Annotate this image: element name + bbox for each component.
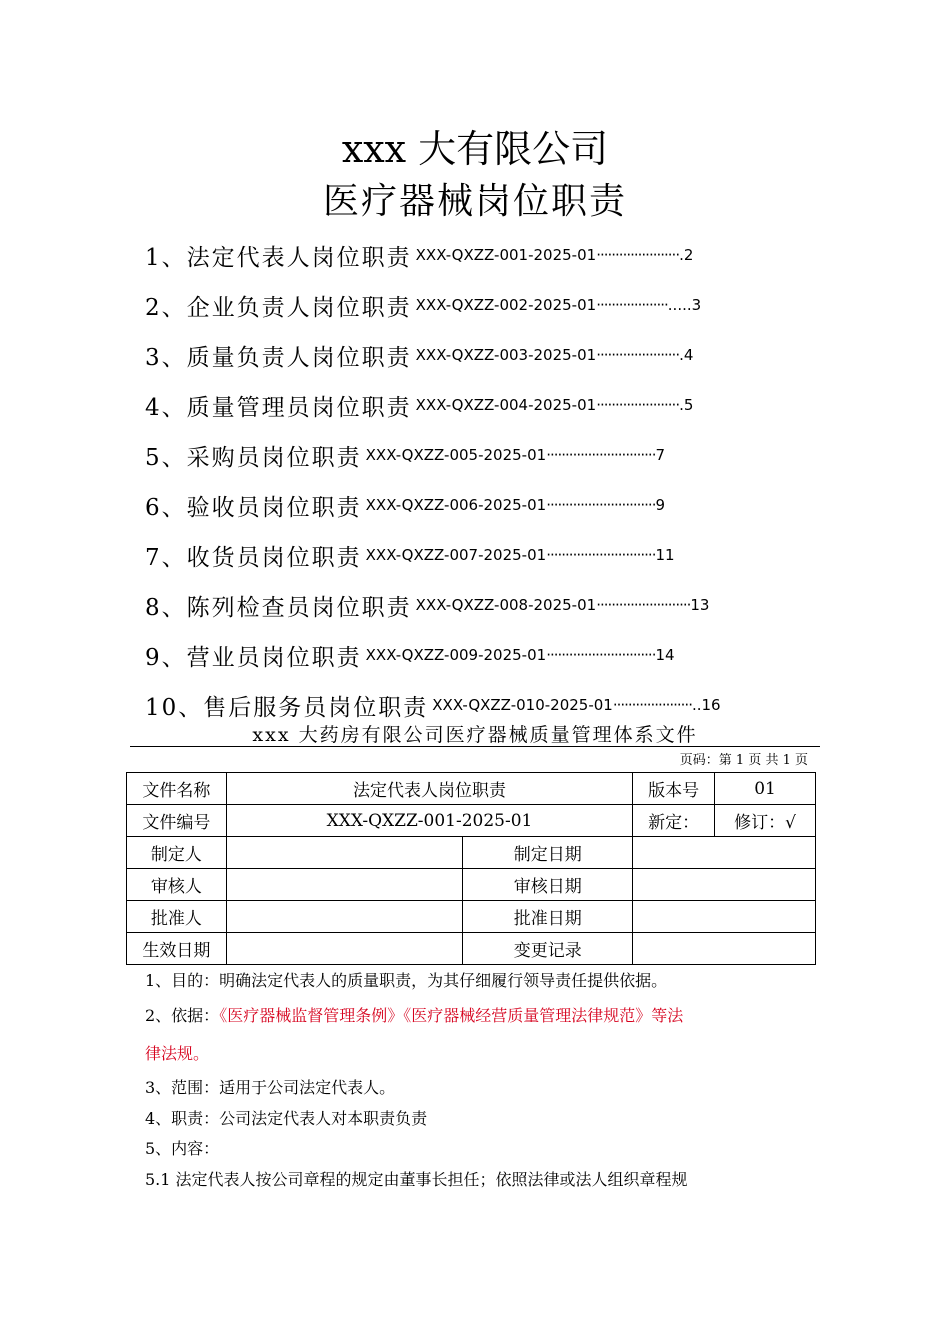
document-title: 医疗器械岗位职责 [322, 181, 627, 222]
clause-5-1: 5.1 法定代表人按公司章程的规定由董事长担任；依照法律或法人组织章程规 [145, 1170, 688, 1189]
company-title: xxx 大有限公司 [341, 127, 609, 171]
toc-item-code: XXX-QXZZ-002-2025-01 [415, 296, 597, 314]
change-record-value[interactable] [633, 933, 816, 965]
document-header: xxx 大药房有限公司医疗器械质量管理体系文件 [252, 724, 698, 746]
approver-label: 批准人 [127, 901, 227, 933]
file-no-value: XXX-QXZZ-001-2025-01 [226, 805, 632, 837]
toc-leader-dots: ····························· [546, 546, 656, 564]
toc-item-page: 11 [655, 546, 675, 564]
toc-item-code: XXX-QXZZ-009-2025-01 [365, 646, 547, 664]
toc-item-page: ..16 [691, 696, 721, 714]
toc-leader-dots: ····························· [546, 496, 656, 514]
toc-item[interactable] [145, 580, 825, 630]
toc-leader-dots: ······················ [596, 346, 680, 364]
table-row [127, 773, 816, 805]
review-date-value[interactable] [633, 869, 816, 901]
reviewer-label: 审核人 [127, 869, 227, 901]
approve-date-label: 批准日期 [463, 901, 633, 933]
revise-cell [715, 805, 816, 837]
table-row [127, 901, 816, 933]
toc-item-code: XXX-QXZZ-003-2025-01 [415, 346, 597, 364]
basis-paragraph [145, 1003, 683, 1026]
toc-item-name: 1、法定代表人岗位职责 [145, 244, 412, 271]
author-value[interactable] [226, 837, 463, 869]
toc-item-page: 9 [655, 496, 666, 514]
toc-item-page: .....3 [667, 296, 702, 314]
toc-item[interactable] [145, 330, 825, 380]
toc-leader-dots: ··················· [596, 296, 668, 314]
toc-item[interactable] [145, 280, 825, 330]
toc-item-page: 7 [655, 446, 666, 464]
file-name-label: 文件名称 [127, 773, 227, 805]
toc-item-page: .2 [679, 246, 694, 264]
table-of-contents [145, 230, 825, 730]
toc-item-page: 13 [690, 596, 710, 614]
scope-paragraph: 3、范围：适用于公司法定代表人。 [145, 1078, 396, 1097]
toc-item[interactable] [145, 230, 825, 280]
revise-label: 修订： [734, 813, 786, 833]
basis-regulations: 《医疗器械监督管理条例》《医疗器械经营质量管理法律规范》等法 [219, 1006, 684, 1025]
toc-item-code: XXX-QXZZ-010-2025-01 [432, 696, 613, 714]
approve-date-value[interactable] [633, 901, 816, 933]
toc-item-name: 8、陈列检查员岗位职责 [145, 594, 412, 621]
toc-leader-dots: ······················ [596, 396, 680, 414]
toc-item-page: .4 [679, 346, 694, 364]
version-value: 01 [715, 773, 816, 805]
page-number: 页码：第 1 页 共 1 页 [679, 753, 808, 768]
toc-item[interactable] [145, 630, 825, 680]
toc-item-name: 5、采购员岗位职责 [145, 444, 362, 471]
purpose-paragraph: 1、目的：明确法定代表人的质量职责，为其仔细履行领导责任提供依据。 [145, 971, 668, 990]
file-name-value: 法定代表人岗位职责 [226, 773, 632, 805]
file-no-label: 文件编号 [127, 805, 227, 837]
header-divider [130, 746, 820, 747]
toc-item[interactable] [145, 430, 825, 480]
toc-leader-dots: ····························· [546, 446, 656, 464]
version-label: 版本号 [633, 773, 715, 805]
toc-item-code: XXX-QXZZ-001-2025-01 [415, 246, 597, 264]
toc-item[interactable] [145, 380, 825, 430]
toc-item-code: XXX-QXZZ-005-2025-01 [365, 446, 547, 464]
review-date-label: 审核日期 [463, 869, 633, 901]
author-date-value[interactable] [633, 837, 816, 869]
toc-item-name: 4、质量管理员岗位职责 [145, 394, 412, 421]
toc-leader-dots: ························· [596, 596, 691, 614]
toc-item-name: 6、验收员岗位职责 [145, 494, 362, 521]
basis-regulations-continued: 律法规。 [145, 1044, 210, 1063]
toc-item-name: 7、收货员岗位职责 [145, 544, 362, 571]
toc-item[interactable] [145, 530, 825, 580]
toc-item-name: 3、质量负责人岗位职责 [145, 344, 412, 371]
toc-item[interactable] [145, 480, 825, 530]
approver-value[interactable] [226, 901, 463, 933]
toc-leader-dots: ······················ [596, 246, 680, 264]
duty-paragraph: 4、职责：公司法定代表人对本职责负责 [145, 1109, 428, 1128]
toc-item-name: 2、企业负责人岗位职责 [145, 294, 412, 321]
toc-item-code: XXX-QXZZ-007-2025-01 [365, 546, 547, 564]
toc-leader-dots: ····························· [546, 646, 656, 664]
author-label: 制定人 [127, 837, 227, 869]
effective-date-label: 生效日期 [127, 933, 227, 965]
new-label: 新定： [633, 805, 715, 837]
toc-leader-dots: ····················· [612, 696, 692, 714]
author-date-label: 制定日期 [463, 837, 633, 869]
toc-item-page: 14 [655, 646, 675, 664]
basis-label: 2、依据： [145, 1006, 220, 1025]
toc-item-name: 10、售后服务员岗位职责 [145, 694, 429, 721]
document-info-table [126, 772, 816, 965]
table-row [127, 805, 816, 837]
reviewer-value[interactable] [226, 869, 463, 901]
change-record-label: 变更记录 [463, 933, 633, 965]
table-row [127, 933, 816, 965]
toc-item-code: XXX-QXZZ-006-2025-01 [365, 496, 547, 514]
content-heading: 5、内容： [145, 1139, 220, 1158]
table-row [127, 869, 816, 901]
toc-item-page: .5 [679, 396, 694, 414]
toc-item-name: 9、营业员岗位职责 [145, 644, 362, 671]
revise-check-mark: √ [785, 813, 796, 833]
toc-item-code: XXX-QXZZ-004-2025-01 [415, 396, 597, 414]
effective-date-value[interactable] [226, 933, 463, 965]
toc-item-code: XXX-QXZZ-008-2025-01 [415, 596, 597, 614]
table-row [127, 837, 816, 869]
